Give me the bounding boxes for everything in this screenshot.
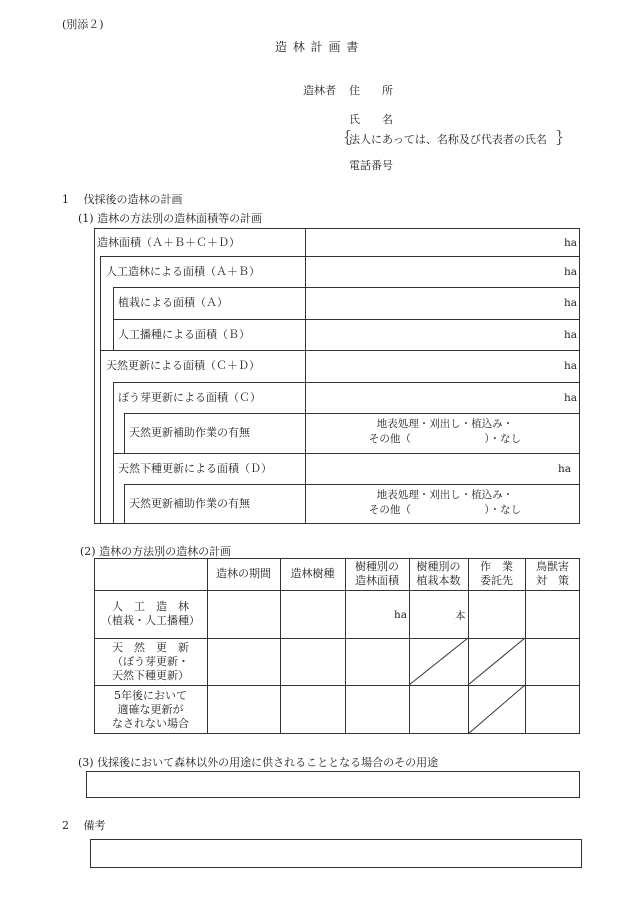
document-title: 造 林 計 画 書 (275, 40, 360, 54)
col-contractor (468, 558, 525, 590)
col-area-line2: 造林面積 (355, 574, 399, 587)
na-diagonal-count-natural (409, 638, 468, 685)
row-seeding-area-label: 人工播種による面積（Ｂ） (118, 328, 250, 341)
right-brace-icon: ｝ (556, 129, 572, 147)
col-species: 造林樹種 (290, 567, 335, 580)
row-coppice-assist-label: 天然更新補助作業の有無 (129, 426, 250, 439)
sub2-heading: (2) 造林の方法別の造林の計画 (80, 545, 232, 558)
row-coppice-assist-options-1: 地表処理・刈出し・植込み・ (376, 418, 514, 430)
corporate-note: 法人にあっては、名称及び代表者の氏名 (349, 133, 547, 146)
row-failure-line2: 適確な更新が (117, 702, 184, 716)
col-period: 造林の期間 (216, 567, 271, 580)
row-total-area-unit: ha (564, 237, 578, 249)
row-artificial (94, 590, 207, 638)
row-planting-area-unit: ha (564, 297, 578, 309)
row-artificial-line1: 人 工 造 林 (112, 600, 189, 613)
row-seeding-area-unit: ha (564, 329, 578, 341)
row-artificial-count-unit: 本 (455, 610, 466, 622)
col-wildlife-line1: 鳥獣害 (536, 560, 569, 573)
attachment-label: (別添２) (62, 18, 104, 31)
col-count-line2: 植栽本数 (416, 574, 461, 587)
row-failure-line3: なされない場合 (112, 716, 189, 730)
row-natural-line2: （ぼう芽更新・ (112, 654, 189, 668)
row-seed-assist-options-1: 地表処理・刈出し・植込み・ (376, 489, 514, 501)
na-diagonal-contractor-natural (468, 638, 525, 685)
name-label: 氏 名 (349, 113, 393, 126)
row-failure-line1: 5年後において (114, 688, 187, 702)
col-wildlife (525, 558, 580, 590)
row-total-area-label: 造林面積（Ａ＋Ｂ＋Ｃ＋Ｄ） (97, 236, 240, 249)
col-contractor-line2: 委託先 (480, 574, 513, 587)
col-count-line1: 樹種別の (416, 560, 461, 573)
col-area (345, 558, 409, 590)
row-coppice-assist-options-2: その他（ ）・なし (368, 433, 522, 445)
row-artificial-line2: （植栽・人工播種） (101, 614, 200, 627)
row-artificial-area-unit-2: ha (394, 609, 408, 621)
sub1-heading: (1) 造林の方法別の造林面積等の計画 (78, 212, 263, 225)
row-natural-line1: 天 然 更 新 (112, 640, 189, 654)
row-natural (94, 638, 207, 685)
row-coppice-area-unit: ha (564, 392, 578, 404)
col-area-line1: 樹種別の (355, 560, 399, 573)
row-planting-area-label: 植栽による面積（Ａ） (118, 296, 228, 309)
alternative-use-field[interactable] (86, 771, 580, 798)
phone-label: 電話番号 (349, 159, 393, 172)
na-diagonal-contractor-failure (468, 685, 525, 734)
col-count (409, 558, 468, 590)
row-artificial-area-label: 人工造林による面積（Ａ＋Ｂ） (106, 265, 260, 278)
address-label: 住 所 (349, 84, 393, 97)
remarks-field[interactable] (90, 839, 582, 868)
col-contractor-line1: 作 業 (480, 560, 513, 573)
row-seed-assist-options-2: その他（ ）・なし (368, 504, 522, 516)
applicant-role: 造林者 (303, 84, 336, 97)
row-natural-area-unit: ha (564, 360, 578, 372)
section2-heading: 2 備考 (62, 819, 106, 832)
row-natural-area-label: 天然更新による面積（Ｃ＋Ｄ） (106, 359, 260, 372)
row-coppice-area-label: ぼう芽更新による面積（Ｃ） (118, 391, 261, 404)
section1-heading: 1 伐採後の造林の計画 (62, 193, 183, 206)
row-artificial-area-unit: ha (564, 266, 578, 278)
col-wildlife-line2: 対 策 (536, 574, 569, 587)
row-failure (94, 685, 207, 734)
row-seed-assist-label: 天然更新補助作業の有無 (129, 497, 250, 510)
row-seed-area-label: 天然下種更新による面積（Ｄ） (118, 462, 272, 475)
row-seed-area-unit: ha (558, 463, 572, 475)
sub3-heading: (3) 伐採後において森林以外の用途に供されることとなる場合のその用途 (78, 756, 439, 769)
left-brace-icon: ｛ (336, 129, 352, 147)
row-natural-line3: 天然下種更新） (112, 668, 189, 682)
